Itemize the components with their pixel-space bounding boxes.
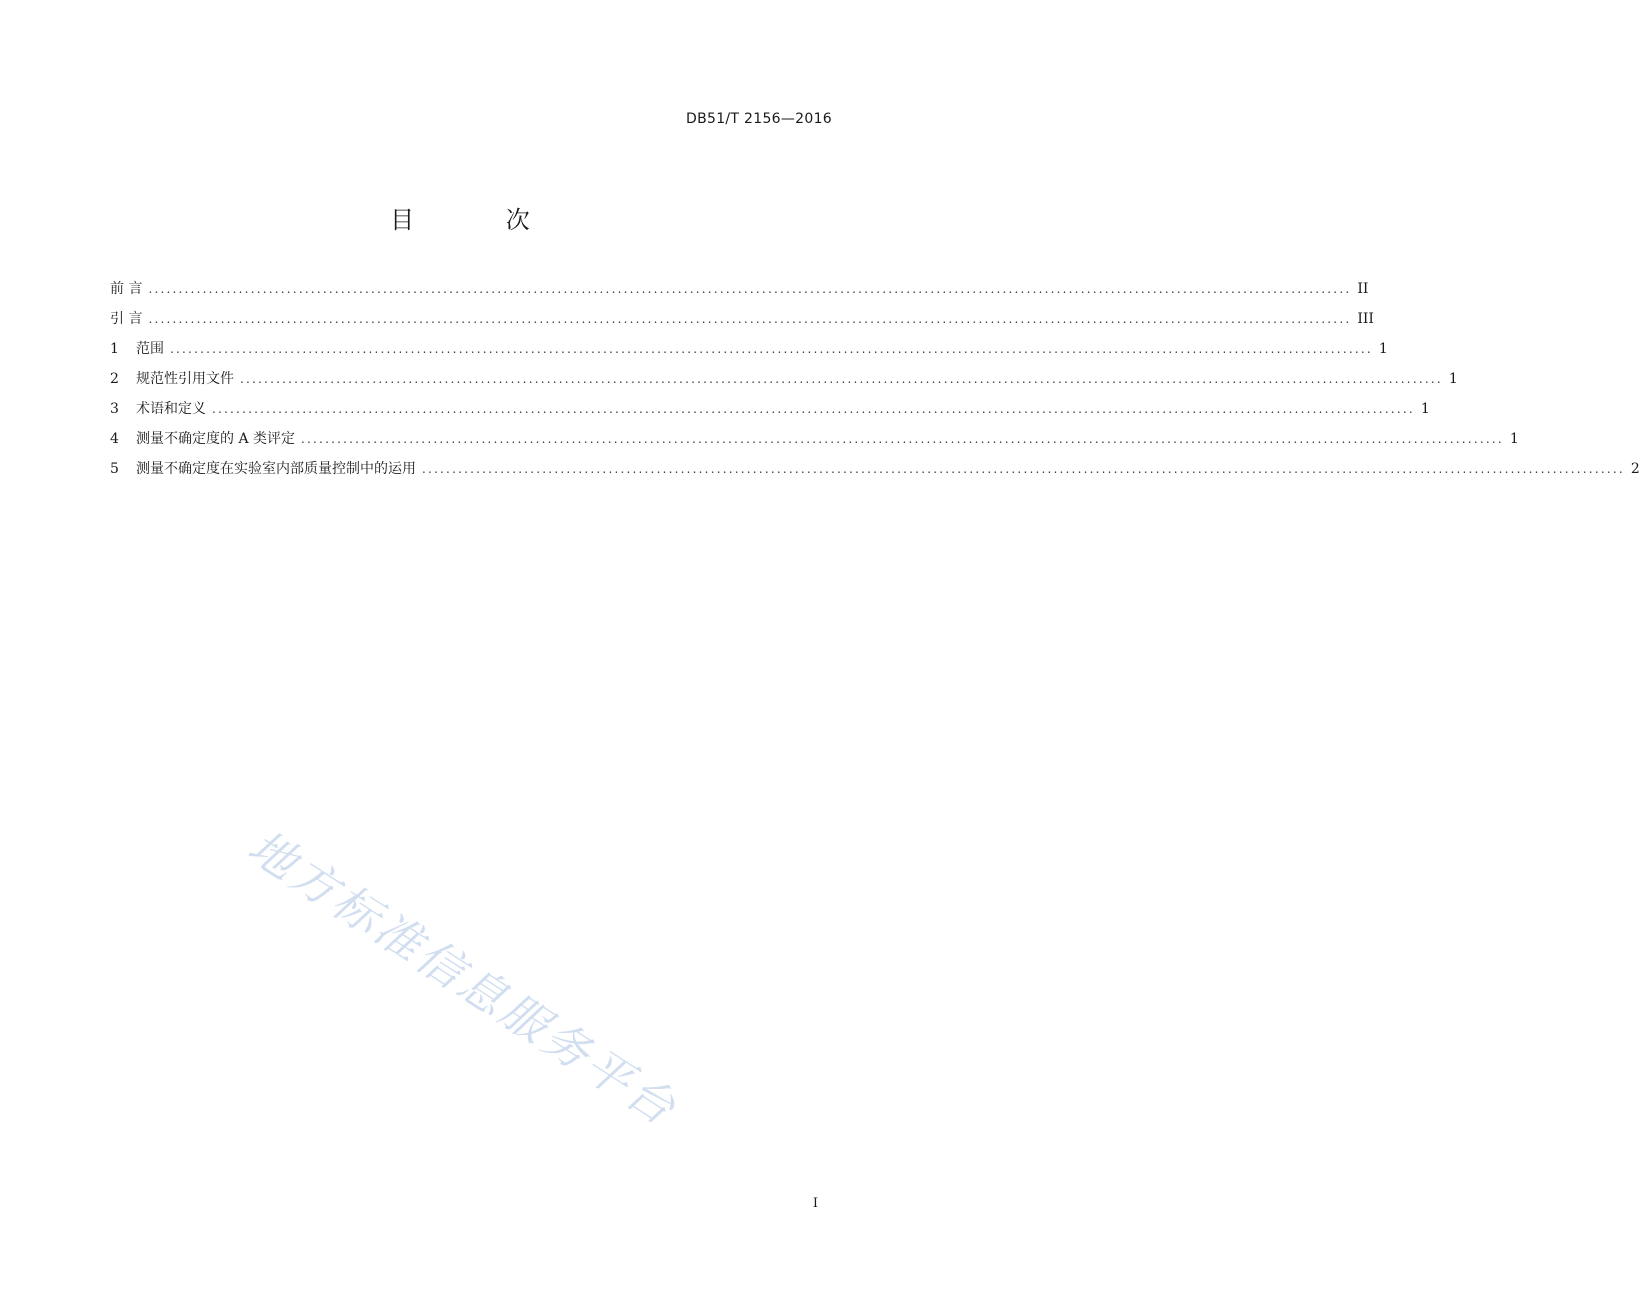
toc-entry[interactable] xyxy=(110,398,1430,428)
toc-dot-leader: ........................................................................................................................................................................................................ xyxy=(148,282,1352,296)
table-of-contents xyxy=(110,278,1640,488)
toc-entry-page: 1 xyxy=(1509,431,1519,447)
toc-entry[interactable] xyxy=(110,458,1640,488)
toc-entry-number: 3 xyxy=(110,401,119,417)
toc-entry[interactable] xyxy=(110,368,1458,398)
toc-entry-number: 5 xyxy=(110,461,119,477)
toc-entry-page: 1 xyxy=(1420,401,1430,417)
toc-entry[interactable] xyxy=(110,338,1388,368)
toc-entry-title: 术语和定义 xyxy=(136,401,206,417)
toc-entry-title: 测量不确定度在实验室内部质量控制中的运用 xyxy=(136,461,416,477)
toc-entry-title: 前 言 xyxy=(110,281,143,297)
toc-dot-leader: ........................................................................................................................................................................................................ xyxy=(240,372,1443,386)
toc-entry-page: 1 xyxy=(1378,341,1388,357)
toc-dot-leader: ........................................................................................................................................................................................................ xyxy=(422,462,1625,476)
toc-entry[interactable] xyxy=(110,428,1519,458)
toc-entry-page: II xyxy=(1357,281,1369,297)
toc-entry-page: III xyxy=(1357,311,1374,327)
toc-entry-page: 2 xyxy=(1630,461,1640,477)
toc-entry-page: 1 xyxy=(1448,371,1458,387)
watermark: 地方标准信息服务平台 xyxy=(238,819,688,1137)
toc-entry-number: 1 xyxy=(110,341,119,357)
page-number: I xyxy=(812,1196,818,1211)
toc-entry-title: 范围 xyxy=(136,341,164,357)
toc-entry-title: 引 言 xyxy=(110,311,143,327)
toc-entry-number: 2 xyxy=(110,371,119,387)
toc-dot-leader: ........................................................................................................................................................................................................ xyxy=(170,342,1373,356)
toc-entry[interactable] xyxy=(110,278,1369,308)
toc-entry-number: 4 xyxy=(110,431,119,447)
toc-dot-leader: ........................................................................................................................................................................................................ xyxy=(301,432,1504,446)
toc-dot-leader: ........................................................................................................................................................................................................ xyxy=(212,402,1415,416)
page-title: 目 次 xyxy=(390,206,572,234)
toc-entry-title: 测量不确定度的 A 类评定 xyxy=(136,431,296,447)
toc-dot-leader: ........................................................................................................................................................................................................ xyxy=(148,312,1352,326)
toc-entry[interactable] xyxy=(110,308,1374,338)
document-code: DB51/T 2156—2016 xyxy=(686,111,832,127)
toc-entry-title: 规范性引用文件 xyxy=(136,371,234,387)
